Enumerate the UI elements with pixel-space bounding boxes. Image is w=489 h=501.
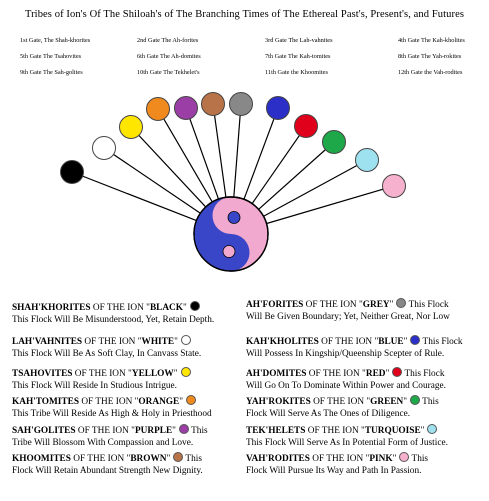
page-title: Tribes of Ion's Of The Shiloah's of The Branching Times of The Ethereal Past's, Present's, and Futures — [24, 9, 465, 20]
blue-swatch — [410, 335, 420, 345]
legend-entry-grey: AH'FORITES OF THE ION "GREY" This Flock Will Be Given Boundary; Yet, Neither Great, Nor Low — [246, 300, 450, 322]
gate-12: 12th Gate the Vah-rodites — [398, 69, 463, 76]
legend-entry-red: AH'DOMITES OF THE ION "RED" This Flock Will Go On To Dominate Within Power and Courage. — [246, 369, 446, 391]
yin-yang-blue-dot — [228, 212, 240, 224]
stem-yellow — [131, 127, 207, 208]
ball-green — [323, 131, 346, 154]
ball-yellow — [120, 116, 143, 139]
turquoise-swatch — [427, 424, 437, 434]
ball-red — [295, 115, 318, 138]
red-swatch — [392, 367, 402, 377]
gate-5: 5th Gate The Tsahovites — [20, 53, 82, 60]
legend-entry-blue: KAH'KHOLITES OF THE ION "BLUE" This Flock Will Possess In Kingship/Queenship Scepter of Rule. — [246, 337, 463, 359]
pink-swatch — [399, 452, 409, 462]
stem-white — [104, 148, 202, 214]
gate-4: 4th Gate The Kah-kholites — [398, 37, 465, 44]
gate-11: 11th Gate the Khoomites — [265, 69, 328, 76]
ball-purple — [175, 97, 198, 120]
gate-6: 6th Gate The Ah-domites — [137, 53, 201, 60]
legend-entry-turquoise: TEK'HELETS OF THE ION "TURQUOISE" This Flock Will Serve As In Potential Form of Justice. — [246, 426, 448, 448]
ball-white — [93, 137, 116, 160]
ball-turquoise — [356, 149, 379, 172]
orange-swatch — [186, 395, 196, 405]
legend-entry-green: YAH'ROKITES OF THE ION "GREEN" This Flock Will Serve As The Ones of Diligence. — [246, 397, 439, 419]
ball-pink — [383, 175, 406, 198]
gate-7: 7th Gate The Kah-tomites — [265, 53, 331, 60]
legend-entry-pink: VAH'RODITES OF THE ION "PINK" This Flock Will Pursue Its Way and Path In Passion. — [246, 454, 429, 476]
brown-swatch — [173, 452, 183, 462]
yin-yang-pink-dot — [223, 246, 235, 258]
ball-blue — [267, 97, 290, 120]
legend-entry-yellow: TSAHOVITES OF THE ION "YELLOW" This Flock Will Reside In Studious Intrigue. — [12, 367, 191, 392]
legend-entry-white: LAH'VAHNITES OF THE ION "WHITE" This Flock Will Be As Soft Clay, In Canvass State. — [12, 337, 202, 359]
legend-entry-black: SHAH'KHORITES OF THE ION "BLACK" This Flock Will Be Misunderstood, Yet, Retain Depth. — [12, 303, 215, 325]
gate-8: 8th Gate The Yah-rokites — [398, 53, 462, 60]
gate-9: 9th Gate The Sah-golites — [20, 69, 83, 76]
ball-orange — [147, 98, 170, 121]
ball-grey — [230, 93, 253, 116]
legend-entry-orange: KAH'TOMITES OF THE ION "ORANGE" This Tribe Will Reside As High & Holy in Priesthood — [12, 397, 212, 419]
yellow-swatch — [181, 367, 191, 377]
stem-grey — [234, 104, 241, 199]
purple-swatch — [179, 424, 189, 434]
gate-3: 3rd Gate The Lah-vahnites — [265, 37, 333, 44]
stem-turquoise — [262, 160, 367, 217]
legend-entry-brown: KHOOMITES OF THE ION "BROWN" This Flock Will Retain Abundant Strength New Dignity. — [12, 454, 203, 476]
stem-green — [257, 142, 334, 211]
black-swatch — [190, 301, 200, 311]
stem-brown — [213, 104, 226, 199]
white-swatch — [181, 335, 191, 345]
green-swatch — [410, 395, 420, 405]
grey-swatch — [396, 298, 406, 308]
stem-purple — [186, 108, 219, 201]
gate-1: 1st Gate, The Shah-khorites — [20, 37, 91, 44]
ball-brown — [202, 93, 225, 116]
gate-10: 10th Gate The Tekhelet's — [137, 69, 200, 76]
ball-black — [61, 161, 84, 184]
stem-red — [251, 126, 306, 205]
legend-entry-purple: SAH'GOLITES OF THE ION "PURPLE" This Tribe Will Blossom With Compassion and Love. — [12, 426, 208, 448]
gate-2: 2nd Gate The Ah-forites — [137, 37, 199, 44]
stem-blue — [243, 108, 278, 201]
